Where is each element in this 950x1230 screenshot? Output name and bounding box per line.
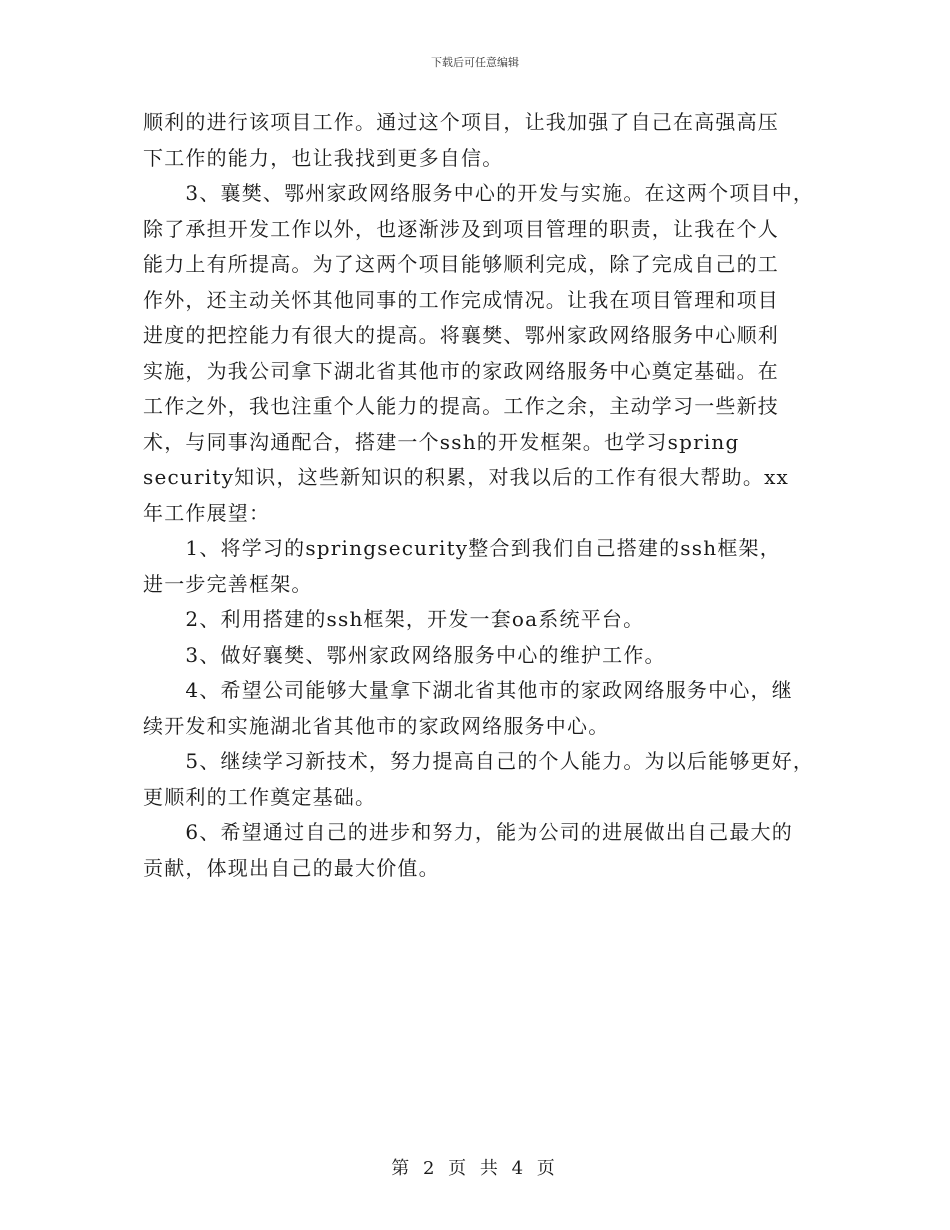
text-line: 进度的把控能力有很大的提高。将襄樊、鄂州家政网络服务中心顺利 bbox=[143, 323, 779, 347]
text-line: 工作之外，我也注重个人能力的提高。工作之余，主动学习一些新技 bbox=[143, 394, 779, 418]
text-line: 除了承担开发工作以外，也逐渐涉及到项目管理的职责，让我在个人 bbox=[143, 216, 779, 241]
text-line: 顺利的进行该项目工作。通过这个项目，让我加强了自己在高强高压 bbox=[143, 110, 779, 134]
text-line: 4、希望公司能够大量拿下湖北省其他市的家政网络服务中心，继 bbox=[143, 678, 793, 702]
text-line: 续开发和实施湖北省其他市的家政网络服务中心。 bbox=[143, 713, 610, 738]
text-line: 2、利用搭建的ssh框架，开发一套oa系统平台。 bbox=[143, 607, 645, 631]
text-line: 1、将学习的springsecurity整合到我们自己搭建的ssh框架， bbox=[143, 536, 781, 560]
page-header-note: 下载后可任意编辑 bbox=[431, 56, 519, 69]
text-line: 3、襄樊、鄂州家政网络服务中心的开发与实施。在这两个项目中， bbox=[143, 181, 815, 205]
text-line: 作外，还主动关怀其他同事的工作完成情况。让我在项目管理和项目 bbox=[143, 287, 779, 312]
text-line: security知识，这些新知识的积累，对我以后的工作有很大帮助。xx bbox=[143, 465, 790, 489]
text-line: 下工作的能力，也让我找到更多自信。 bbox=[143, 145, 504, 170]
text-line: 实施，为我公司拿下湖北省其他市的家政网络服务中心奠定基础。在 bbox=[143, 358, 779, 383]
text-line: 3、做好襄樊、鄂州家政网络服务中心的维护工作。 bbox=[143, 642, 666, 667]
text-line: 更顺利的工作奠定基础。 bbox=[143, 784, 377, 809]
text-line: 年工作展望： bbox=[143, 500, 271, 525]
text-line: 5、继续学习新技术，努力提高自己的个人能力。为以后能够更好， bbox=[143, 749, 815, 773]
text-line: 进一步完善框架。 bbox=[143, 571, 313, 596]
text-line: 6、希望通过自己的进步和努力，能为公司的进展做出自己最大的 bbox=[143, 820, 793, 844]
text-line: 贡献，体现出自己的最大价值。 bbox=[143, 855, 440, 880]
text-line: 能力上有所提高。为了这两个项目能够顺利完成，除了完成自己的工 bbox=[143, 252, 779, 276]
text-line: 术，与同事沟通配合，搭建一个ssh的开发框架。也学习spring bbox=[143, 429, 740, 454]
document-body bbox=[143, 105, 813, 886]
page-number-footer: 第 2 页 共 4 页 bbox=[391, 1158, 559, 1179]
